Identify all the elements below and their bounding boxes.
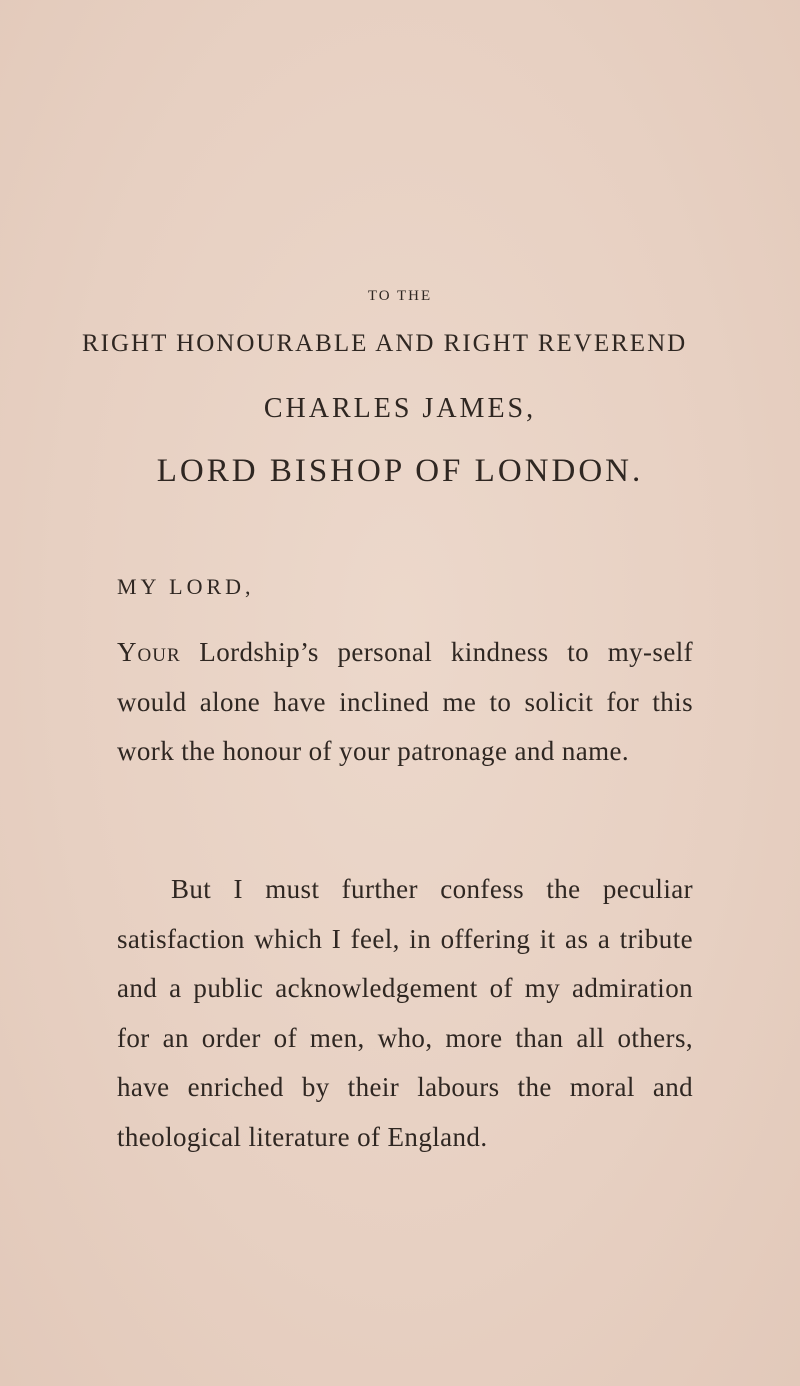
- dedication-to-the: TO THE: [367, 288, 433, 304]
- dedication-address-line-1: RIGHT HONOURABLE AND RIGHT REVEREND: [82, 330, 688, 357]
- paragraph-1-text: Lordship’s personal kindness to my-self would alone have inclined me to solicit for this work the honour of your patronage and name.: [117, 637, 693, 766]
- paragraph-1-first-word: Your: [117, 637, 181, 667]
- paragraph-2-text: But I must further confess the peculiar satisfaction which I feel, in offering it as a tribute and a public acknowledgement of my admiration for an order of men, who, more than all others, have enriched by their labours the moral and theological literature of England.: [117, 874, 693, 1152]
- paragraph-2: [117, 865, 693, 1162]
- dedication-address-line-3: LORD BISHOP OF LONDON.: [156, 453, 644, 489]
- salutation: MY LORD,: [117, 574, 255, 599]
- dedication-address-line-2: CHARLES JAMES,: [263, 393, 537, 424]
- paragraph-1: [117, 628, 693, 777]
